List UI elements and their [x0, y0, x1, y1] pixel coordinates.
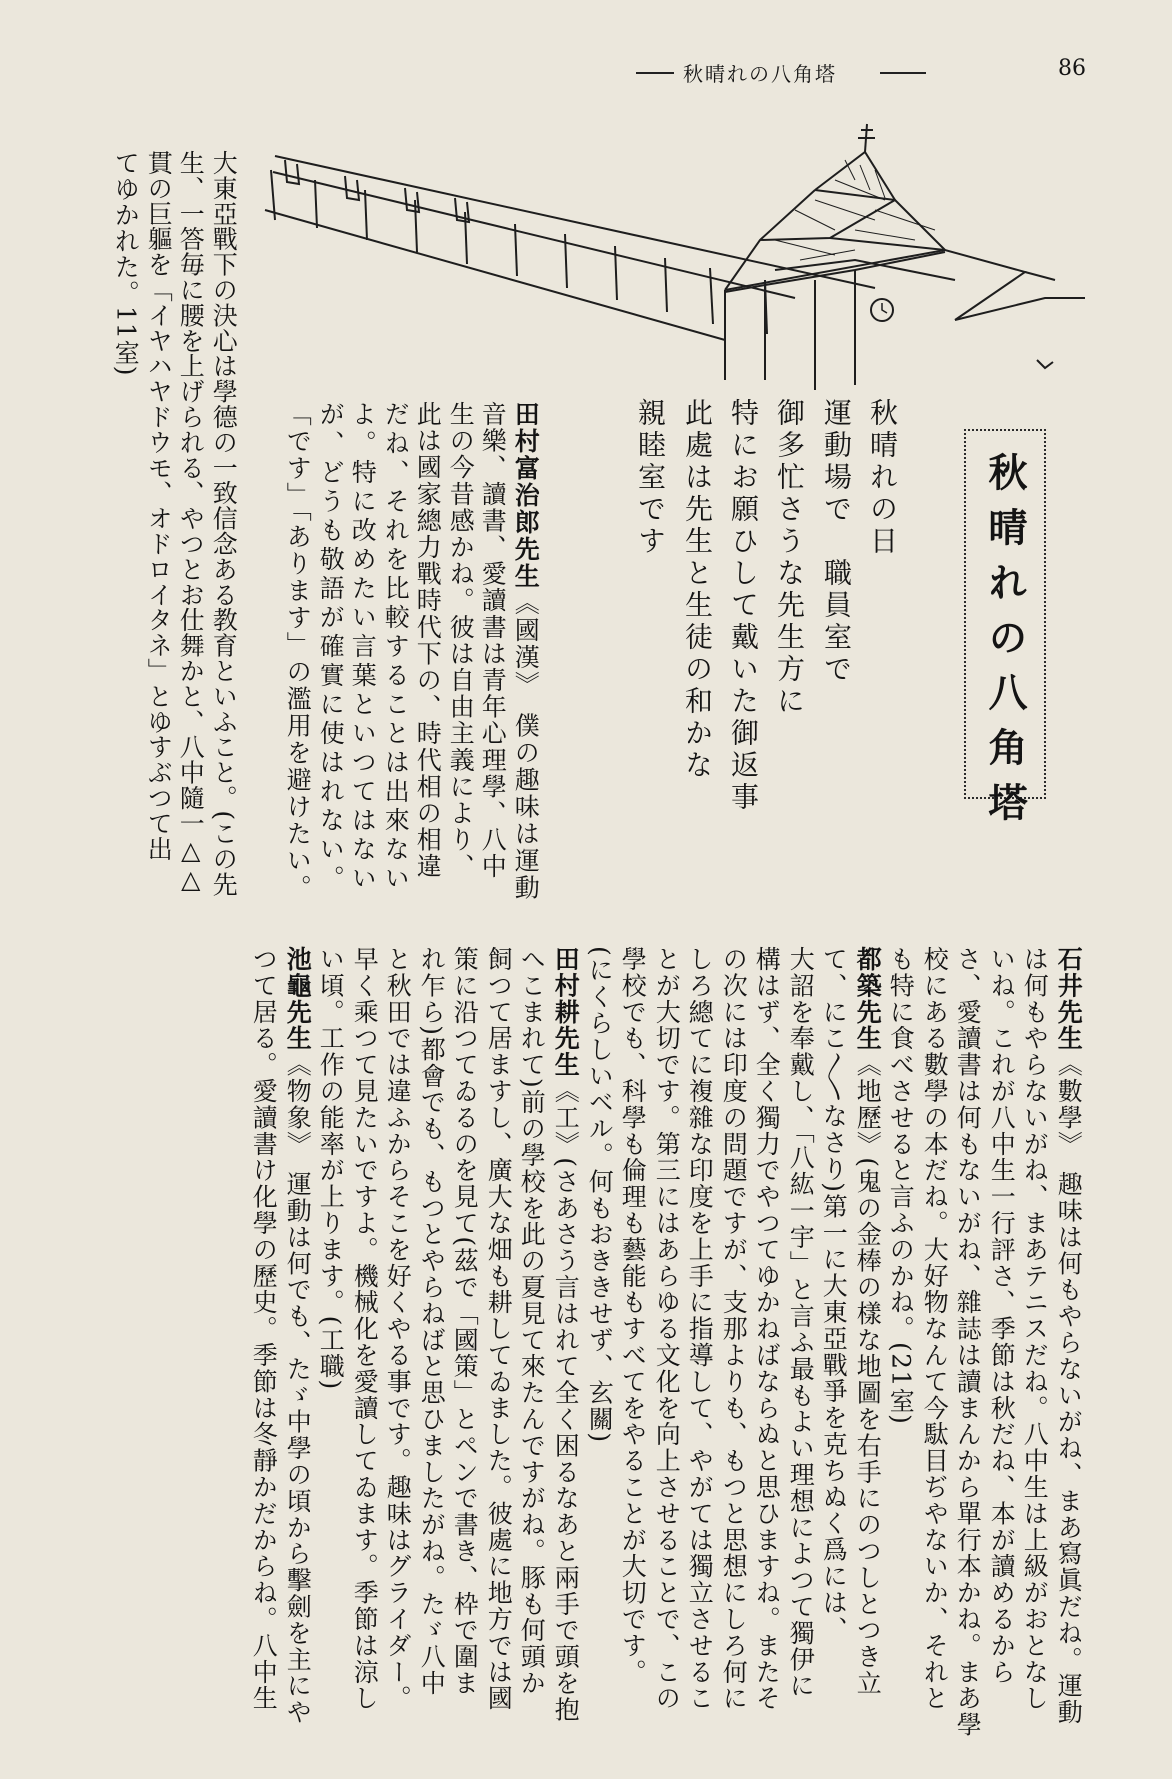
lower-column-13: とが大切です。第三にはあらゆる文化を向上させることで、この: [652, 946, 682, 1712]
lower-column-17: へこまれて)前の學校を此の夏見て來たんですがね。豚も何頭か: [517, 946, 547, 1697]
page-number: 86: [1058, 56, 1086, 81]
column-text: 《工》(さあさう言はれて全く困るなあと兩手で頭を抱: [551, 1078, 581, 1723]
upper-column-2: 音樂、讀書、愛讀書は青年心理學、八中: [478, 401, 508, 880]
upper-column-10: 生、一答毎に腰を上げられる、やつとお仕舞かと、八中隨一△△: [176, 150, 206, 895]
upper-column-9: 大東亞戰下の決心は學德の一致信念ある教育といふこと。(この先: [209, 150, 239, 897]
lower-column-8: て、にこ〳〵なさり)第一に大東亞戰爭を克ちぬく爲には、: [819, 946, 849, 1643]
lower-column-3: いね。これが八中生一行評さ、季節は秋だね、本が讀めるから: [987, 946, 1017, 1686]
upper-column-6: よ。特に改めたい言葉といつてはない: [348, 401, 378, 894]
lower-column-14: 學校でも、科學も倫理も藝能もすべてをやることが大切です。: [618, 946, 648, 1686]
lower-column-21: と秋田では違ふからそこを好くやる事です。趣味はグライダー。: [383, 946, 413, 1712]
lower-column-25: つて居る。愛讀書け化學の歷史。季節は冬靜かだからね。八中生: [249, 946, 279, 1712]
speaker-name: 都築先生: [853, 946, 883, 1052]
upper-column-1: [509, 401, 541, 902]
column-text: 《數學》 趣味は何もやらないがね、まあ寫眞だね。運動: [1054, 1051, 1084, 1726]
intro-line: 親睦室です: [634, 398, 667, 558]
lower-column-1: [1052, 946, 1084, 1726]
lower-column-23: い頃。工作の能率が上ります。(工職): [316, 946, 346, 1391]
lower-column-18: 飼つて居ますし、廣大な畑も耕してゐました。彼處に地方では國: [484, 946, 514, 1712]
upper-column-8: 「です」「あります」の濫用を避けたい。: [283, 401, 313, 902]
header-rule-left: [636, 72, 674, 74]
lower-column-4: さ、愛讀書は何もないがね、雜誌は讀まんから單行本かね。まあ學: [953, 946, 983, 1738]
upper-column-7: が、どうも敬語が確實に使はれない。: [316, 401, 346, 894]
lower-column-2: は何もやらないがね、まあテニスだね。八中生は上級がおとなし: [1020, 946, 1050, 1712]
lower-column-15: (にくらしいベル。何もおききせず、玄關): [585, 946, 615, 1444]
upper-column-3: 生の今昔感かね。彼は自由主義により、: [446, 401, 476, 880]
lower-column-22: 早く乘つて見たいですよ。機械化を愛讀してゐます。季節は涼し: [350, 946, 380, 1712]
intro-line: 運動場で 職員室で: [820, 398, 853, 686]
intro-line: 特にお願ひして戴いた御返事: [727, 398, 760, 814]
upper-column-4: 此は國家總力戰時代下の、時代相の相違: [413, 401, 443, 880]
header-rule-right: [880, 72, 926, 74]
intro-line: 秋晴れの日: [866, 398, 899, 558]
lower-column-5: 校にある數學の本だね。大好物なんて今駄目ぢやないか、それと: [920, 946, 950, 1712]
lower-column-10: 構はず、全く獨力でやつてゆかねばならぬと思ひますね。またそ: [752, 946, 782, 1712]
lower-column-11: の次には印度の問題ですが、支那よりも、もつと思想にしろ何に: [719, 946, 749, 1712]
speaker-name: 石井先生: [1054, 946, 1084, 1052]
lower-column-9: 大詔を奉戴し、「八紘一宇」と言ふ最もよい理想によつて獨伊に: [786, 946, 816, 1700]
lower-column-20: れ乍ら)都會でも、もつとやらねばと思ひましたがね。たゞ八中: [417, 946, 447, 1697]
lower-column-12: しろ總てに複雜な印度を上手に指導して、やがては獨立させるこ: [685, 946, 715, 1712]
upper-column-11: 貫の巨軀を「イヤハヤドウモ、オドロイタネ」とゆすぶつて出: [144, 150, 174, 862]
intro-line: 此處は先生と生徒の和かな: [681, 398, 714, 782]
speaker-name: 田村耕先生: [551, 946, 581, 1078]
speaker-name: 池龜先生: [283, 946, 313, 1052]
speaker-name: 田村富治郎先生: [511, 401, 541, 590]
intro-line: 御多忙さうな先生方に: [773, 398, 806, 718]
lower-column-6: も特に食べさせると言ふのかね。(21室): [886, 946, 916, 1426]
upper-column-5: だね、それを比較することは出來ない: [381, 401, 411, 894]
column-text: 《地歷》(鬼の金棒の樣な地圖を右手にのつしとつき立: [853, 1051, 883, 1697]
article-title: 秋晴れの八角塔: [982, 452, 1028, 837]
lower-column-16: [549, 946, 581, 1723]
lower-column-7: [851, 946, 883, 1696]
lower-column-24: [281, 946, 313, 1726]
upper-column-12: てゆかれた。11室): [111, 150, 141, 377]
lower-column-19: 策に沿つてゐるのを見て(茲で「國策」とペンで書き、枠で圍ま: [450, 946, 480, 1697]
column-text: 《物象》 運動は何でも、たゞ中學の頃から擊劍を主にや: [283, 1051, 313, 1726]
octagonal-tower-illustration: [255, 120, 1085, 390]
column-text: 《國漢》 僕の趣味は運動: [511, 590, 541, 902]
running-title: 秋晴れの八角塔: [683, 62, 837, 86]
